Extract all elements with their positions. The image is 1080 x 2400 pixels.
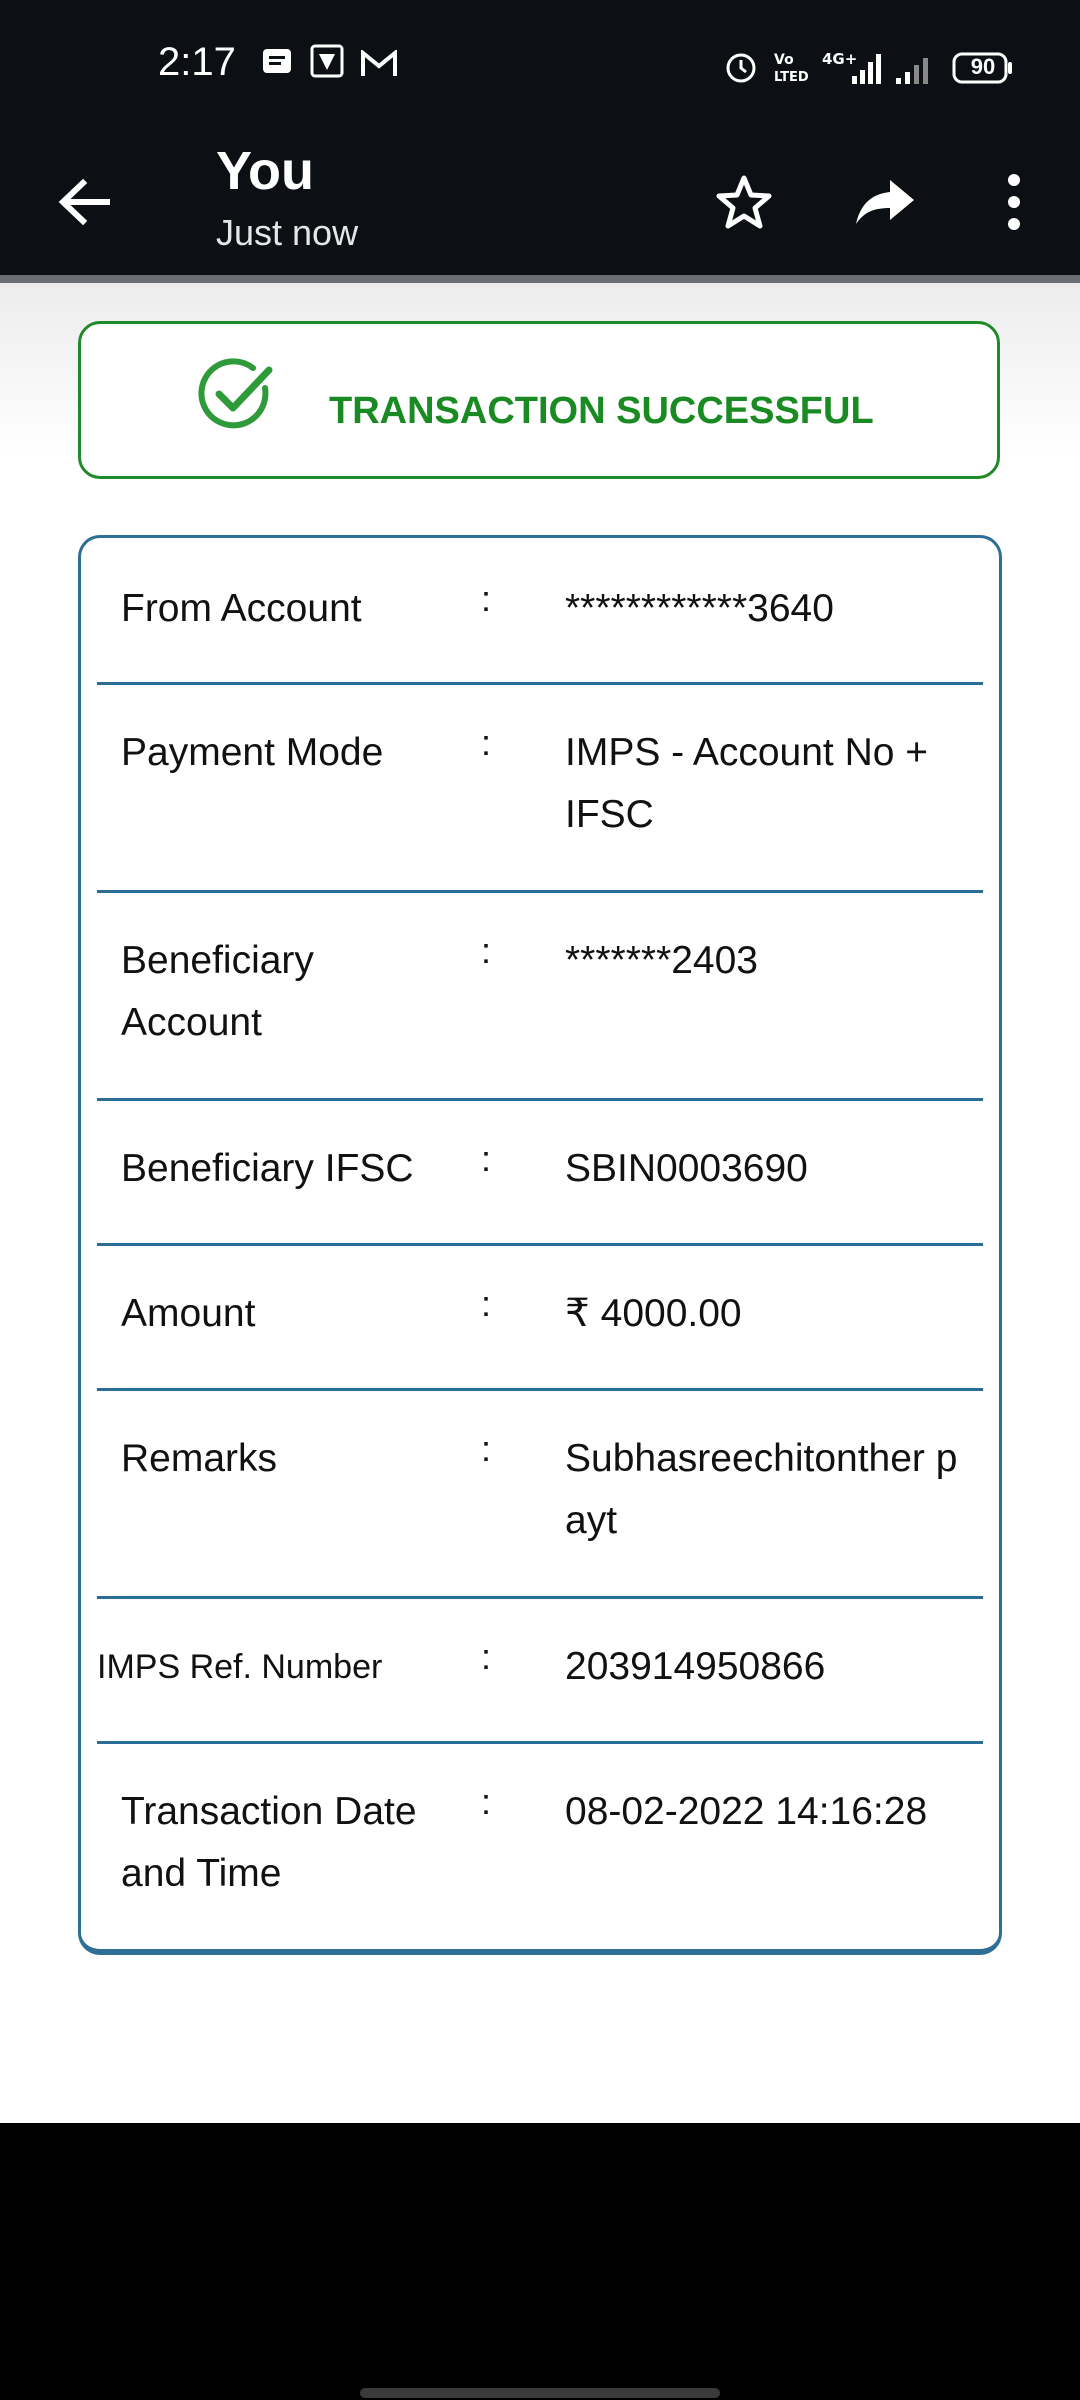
svg-text:Vo: Vo [774, 52, 794, 68]
detail-row [97, 538, 983, 685]
detail-label: IMPS Ref. Number [97, 1648, 383, 1686]
back-arrow-icon [57, 177, 111, 227]
bottom-area [0, 2123, 1080, 2400]
detail-colon: : [481, 930, 492, 971]
detail-colon: : [481, 1138, 492, 1179]
app-bar-divider [0, 275, 1080, 283]
conversation-subtitle: Just now [216, 212, 359, 253]
battery-level: 90 [970, 54, 996, 79]
star-button[interactable] [704, 162, 784, 242]
receipt-image [0, 283, 1080, 2123]
signal-icon [894, 54, 936, 91]
transaction-details [78, 535, 1002, 1955]
check-circle-icon [195, 354, 279, 443]
detail-value: *******2403 [565, 939, 759, 982]
detail-row [97, 685, 983, 893]
detail-row [97, 1744, 983, 1944]
success-text: TRANSACTION SUCCESSFUL [329, 390, 874, 432]
message-icon [262, 48, 292, 79]
detail-row [97, 1391, 983, 1599]
share-button[interactable] [846, 162, 926, 242]
detail-label: From Account [121, 587, 362, 630]
share-icon [854, 176, 918, 228]
app-bar [0, 130, 1080, 275]
detail-value: IMPS - Account No + IFSC [565, 731, 929, 836]
detail-value: SBIN0003690 [565, 1147, 808, 1190]
detail-label: Transaction Date and Time [121, 1790, 417, 1895]
conversation-title: You [216, 141, 314, 201]
status-bar [0, 0, 1080, 130]
alarm-icon [724, 50, 758, 89]
detail-colon: : [481, 1781, 492, 1822]
detail-colon: : [481, 578, 492, 619]
more-vert-icon [1004, 172, 1024, 232]
detail-row [97, 1246, 983, 1391]
detail-row [97, 1599, 983, 1744]
more-options-button[interactable] [974, 162, 1054, 242]
detail-value: Subhasreechitonther payt [565, 1437, 958, 1542]
detail-value: ₹ 4000.00 [565, 1292, 742, 1335]
detail-label: Beneficiary Account [121, 939, 314, 1044]
detail-label: Beneficiary IFSC [121, 1147, 414, 1190]
detail-colon: : [481, 1636, 492, 1677]
success-banner [78, 321, 1000, 479]
home-indicator[interactable] [360, 2388, 720, 2398]
app-icon [310, 44, 344, 83]
star-icon [715, 174, 773, 230]
detail-row [97, 893, 983, 1101]
detail-colon: : [481, 722, 492, 763]
back-button[interactable] [44, 162, 124, 242]
detail-value: ************3640 [565, 587, 834, 630]
gmail-icon [360, 50, 398, 83]
detail-colon: : [481, 1428, 492, 1469]
detail-colon: : [481, 1283, 492, 1324]
detail-value: 203914950866 [565, 1645, 826, 1688]
volte-icon [772, 50, 810, 89]
svg-text:4G+: 4G+ [822, 50, 858, 68]
detail-label: Remarks [121, 1437, 278, 1480]
detail-value: 08-02-2022 14:16:28 [565, 1790, 928, 1833]
detail-row [97, 1101, 983, 1246]
svg-text:LTED: LTED [774, 70, 809, 84]
status-time: 2:17 [158, 40, 236, 84]
signal-4g-icon [822, 50, 884, 91]
detail-label: Amount [121, 1292, 256, 1335]
detail-label: Payment Mode [121, 731, 384, 774]
